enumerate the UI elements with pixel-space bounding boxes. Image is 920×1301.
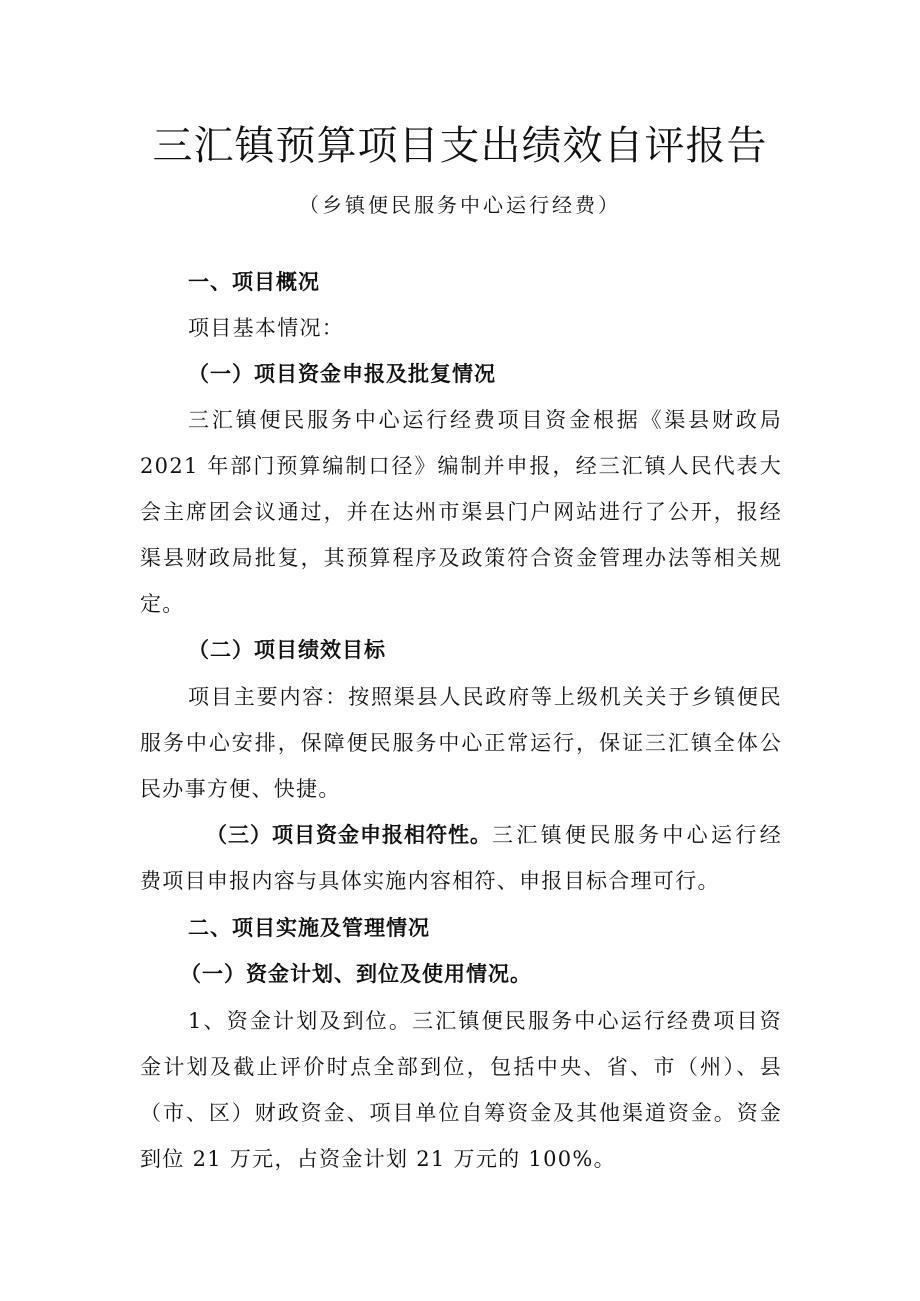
paragraph-line: 金计划及截止评价时点全部到位，包括中央、省、市（州）、县	[140, 1055, 782, 1079]
sub3-text: 三汇镇便民服务中心运行经	[492, 823, 782, 847]
section1-heading: 一、项目概况	[188, 270, 320, 294]
section2-sub1-heading: （一）资金计划、到位及使用情况。	[180, 962, 532, 986]
document-title: 三汇镇预算项目支出绩效自评报告	[152, 123, 768, 169]
paragraph-line: 民办事方便、快捷。	[140, 777, 341, 801]
paragraph-line: 项目主要内容：按照渠县人民政府等上级机关关于乡镇便民	[188, 685, 782, 709]
paragraph-line: 渠县财政局批复，其预算程序及政策符合资金管理办法等相关规	[140, 546, 782, 570]
paragraph-line: 1、资金计划及到位。三汇镇便民服务中心运行经费项目资	[188, 1009, 782, 1033]
sub1-heading: （一）项目资金申报及批复情况	[188, 362, 496, 386]
sub3-heading: （三）项目资金申报相符性。	[206, 823, 492, 847]
paragraph-line: 服务中心安排，保障便民服务中心正常运行，保证三汇镇全体公	[140, 731, 782, 755]
section2-heading: 二、项目实施及管理情况	[188, 916, 430, 940]
paragraph-line: 2021 年部门预算编制口径》编制并申报，经三汇镇人民代表大	[140, 454, 782, 478]
basic-info-label: 项目基本情况：	[188, 316, 345, 340]
paragraph-line: 会主席团会议通过，并在达州市渠县门户网站进行了公开，报经	[140, 500, 782, 524]
paragraph-line: （市、区）财政资金、项目单位自筹资金及其他渠道资金。资金	[140, 1101, 782, 1125]
paragraph-line: 三汇镇便民服务中心运行经费项目资金根据《渠县财政局	[188, 408, 782, 432]
paragraph-line: 费项目申报内容与具体实施内容相符、申报目标合理可行。	[140, 869, 720, 893]
paragraph-line: 到位 21 万元，占资金计划 21 万元的 100%。	[140, 1147, 616, 1171]
sub2-heading: （二）项目绩效目标	[188, 638, 386, 662]
paragraph-line: 定。	[140, 592, 185, 616]
document-subtitle: （乡镇便民服务中心运行经费）	[299, 193, 621, 217]
sub3-first-line	[206, 820, 782, 850]
